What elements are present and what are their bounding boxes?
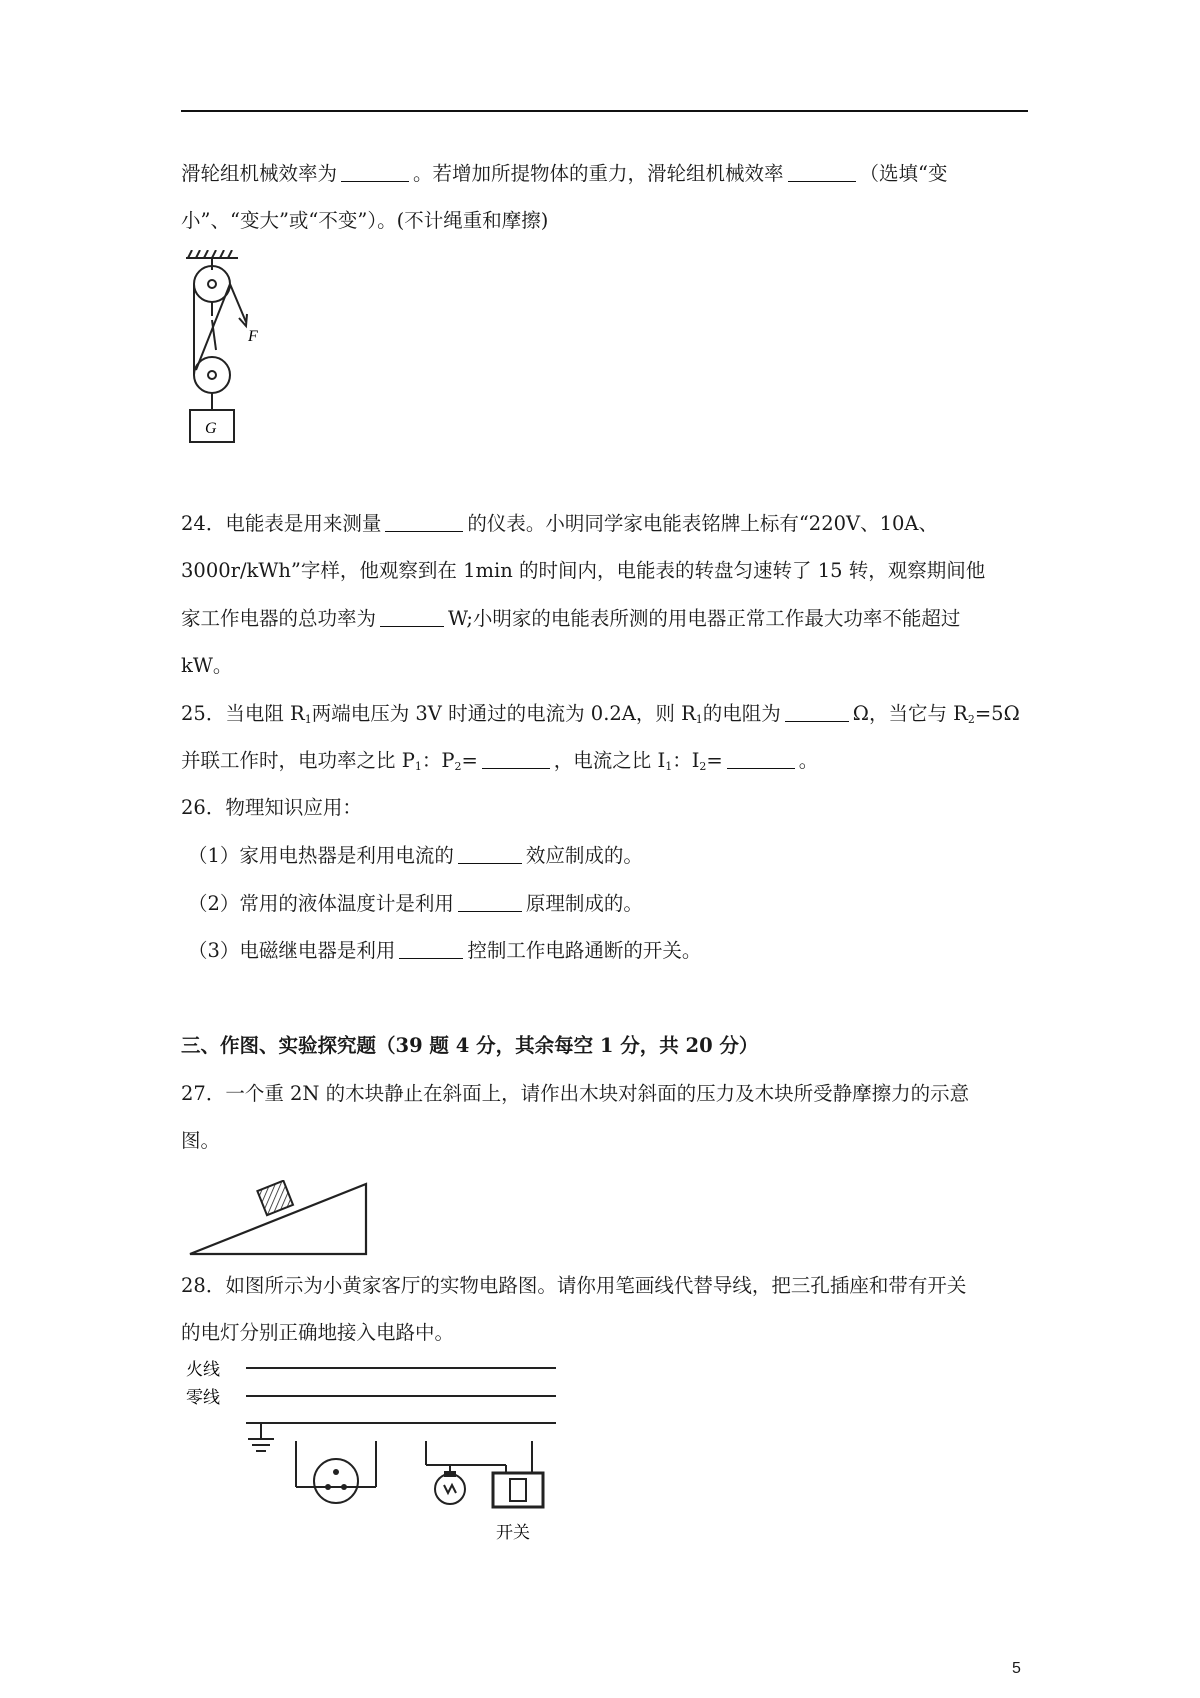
page-number: 5	[1012, 1660, 1021, 1677]
answer-blank[interactable]	[380, 608, 444, 627]
q26-item-2: （2）常用的液体温度计是利用 原理制成的。	[188, 892, 643, 915]
answer-blank[interactable]	[788, 163, 856, 182]
q26-item-1: （1）家用电热器是利用电流的 效应制成的。	[188, 844, 643, 867]
q28-line-1: 28．如图所示为小黄家客厅的实物电路图。请你用笔画线代替导线，把三孔插座和带有开关	[181, 1274, 967, 1297]
q24-line-1: 24．电能表是用来测量 的仪表。小明同学家电能表铭牌上标有“220V、10A、	[181, 512, 938, 535]
answer-blank[interactable]	[458, 893, 522, 912]
live-wire-label: 火线	[186, 1360, 220, 1379]
answer-blank[interactable]	[482, 750, 550, 769]
q24-line-3: 家工作电器的总功率为 W;小明家的电能表所测的用电器正常工作最大功率不能超过	[181, 607, 961, 630]
pulley-figure	[186, 250, 296, 490]
q23-line-2: 小”、“变大”或“不变”）。(不计绳重和摩擦)	[181, 209, 549, 232]
q27-line-2: 图。	[181, 1129, 221, 1152]
q24-line-4: kW。	[181, 654, 233, 677]
q28-line-2: 的电灯分别正确地接入电路中。	[181, 1321, 455, 1344]
switch-label: 开关	[496, 1523, 530, 1542]
neutral-wire-label: 零线	[186, 1388, 220, 1407]
q27-line-1: 27．一个重 2N 的木块静止在斜面上，请作出木块对斜面的压力及木块所受静摩擦力的示意	[181, 1082, 970, 1105]
answer-blank[interactable]	[399, 940, 463, 959]
circuit-figure	[186, 1355, 566, 1545]
incline-figure	[186, 1180, 376, 1260]
section-3-heading: 三、作图、实验探究题（39 题 4 分，其余每空 1 分，共 20 分）	[181, 1034, 759, 1057]
q26-item-3: （3）电磁继电器是利用 控制工作电路通断的开关。	[188, 939, 702, 962]
answer-blank[interactable]	[385, 513, 463, 532]
answer-blank[interactable]	[727, 750, 795, 769]
q25-line-2: 并联工作时，电功率之比 $P_1$：$P_2=$ ，电流之比 $I_1$：$I_2=$ 。	[181, 749, 819, 773]
answer-blank[interactable]	[341, 163, 409, 182]
q25-line-1: 25．当电阻 $R_1$两端电压为 3V 时通过的电流为 0.2A，则 $R_1$的电阻为 Ω，当它与 $R_2=5\Omega$	[181, 702, 1020, 726]
q23-line-1: 滑轮组机械效率为 。若增加所提物体的重力，滑轮组机械效率 （选填“变	[181, 162, 948, 185]
header-rule	[181, 110, 1028, 112]
answer-blank[interactable]	[785, 703, 849, 722]
q26-title: 26．物理知识应用：	[181, 796, 362, 819]
weight-label: G	[205, 420, 217, 437]
answer-blank[interactable]	[458, 845, 522, 864]
force-label: F	[248, 328, 258, 345]
q24-line-2: 3000r/kWh”字样，他观察到在 1min 的时间内，电能表的转盘匀速转了 15 转，观察期间他	[181, 559, 986, 582]
